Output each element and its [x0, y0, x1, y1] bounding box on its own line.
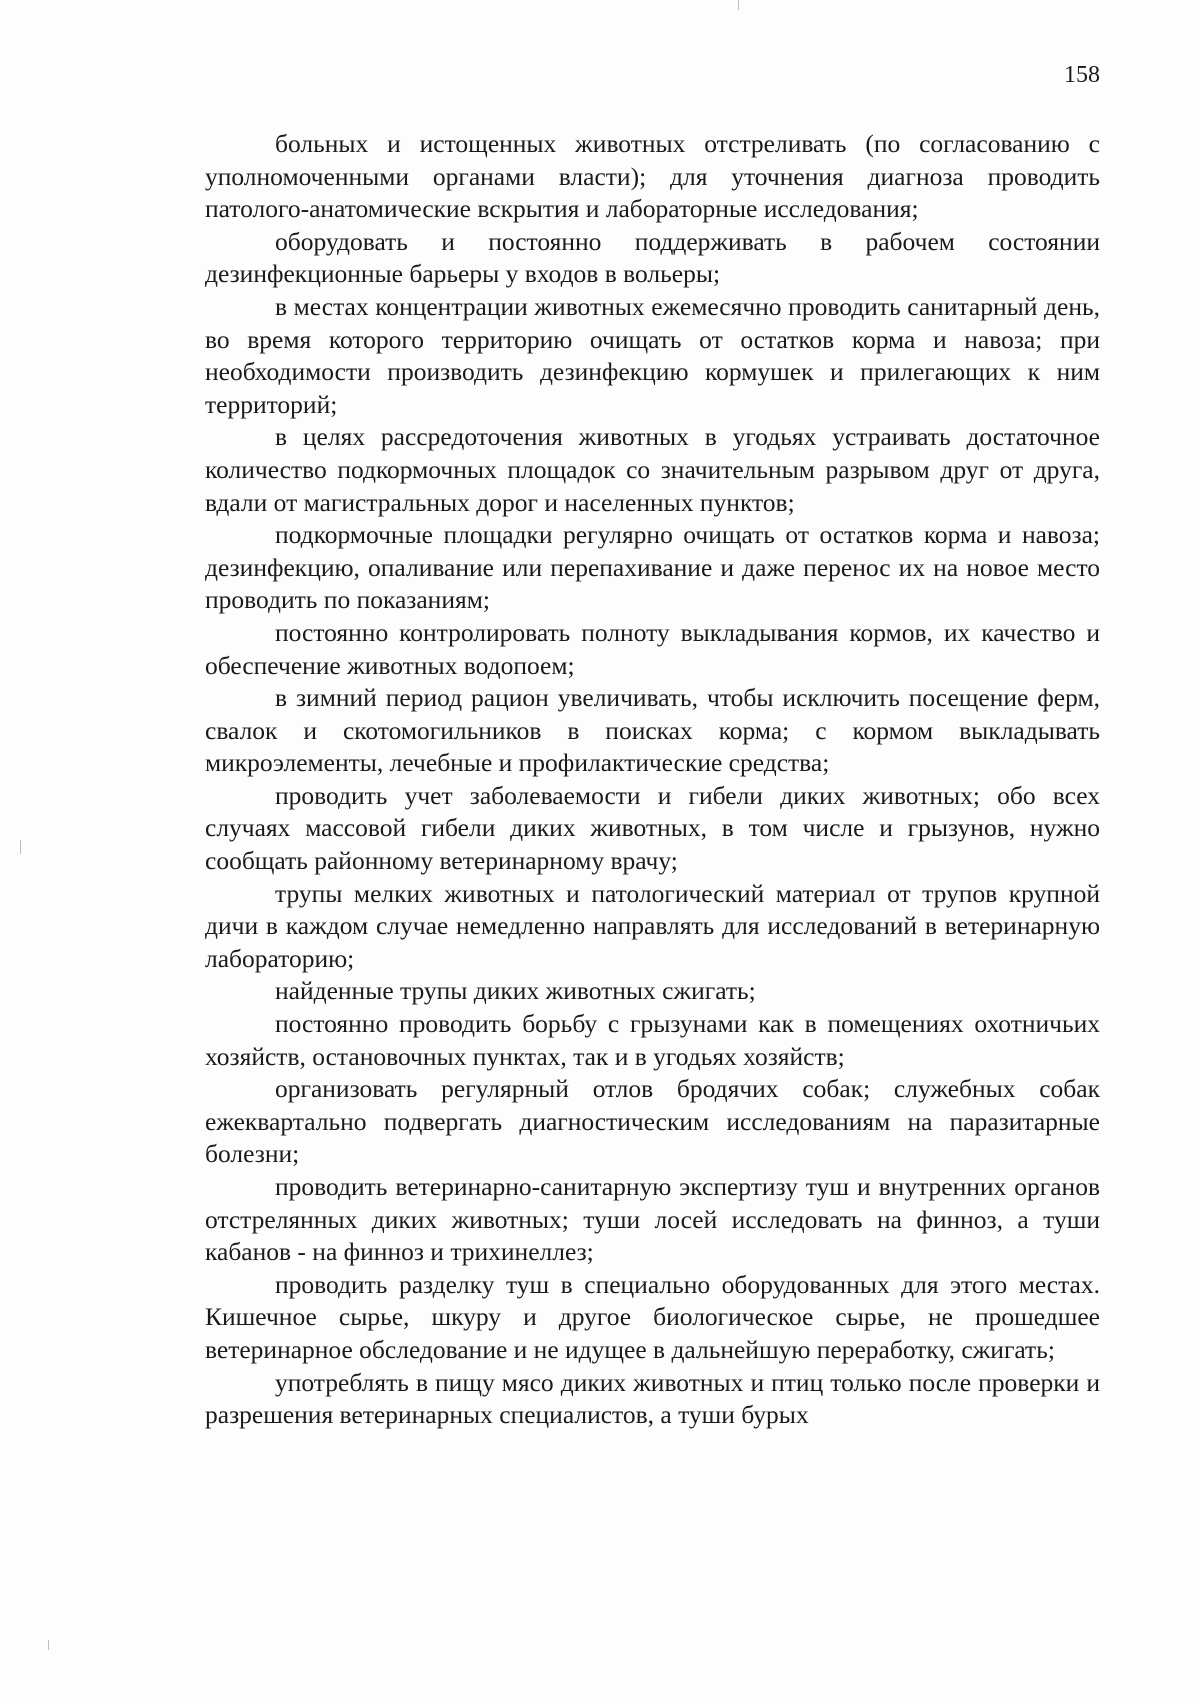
paragraph: трупы мелких животных и патологический материал от трупов крупной дичи в каждом случае немедленно направлять для исследований в ветеринарную лабораторию; — [205, 878, 1100, 973]
paragraph: организовать регулярный отлов бродячих собак; служебных собак ежеквартально подвергать диагностическим исследованиям на паразитарные болезни; — [205, 1074, 1100, 1169]
scan-artifact-mark — [48, 1640, 49, 1650]
paragraph: в местах концентрации животных ежемесячно проводить санитарный день, во время которого территорию очищать от остатков корма и навоза; при необходимости производить дезинфекцию кормушек и прилегающих к ним территорий; — [205, 291, 1100, 419]
paragraph: проводить ветеринарно-санитарную экспертизу туш и внутренних органов отстрелянных диких животных; туши лосей исследовать на финноз, а туши кабанов - на финноз и трихинеллез; — [205, 1172, 1100, 1267]
document-body — [205, 128, 1100, 1432]
scan-artifact-mark — [20, 840, 21, 854]
paragraph: проводить разделку туш в специально оборудованных для этого местах. Кишечное сырье, шкуру и другое биологическое сырье, не прошедшее ветеринарное обследование и не идущее в дальнейшую переработку, сжигать; — [205, 1269, 1100, 1364]
scan-artifact-mark — [738, 0, 739, 10]
paragraph: больных и истощенных животных отстреливать (по согласованию с уполномоченными органами власти); для уточнения диагноза проводить патолого-анатомические вскрытия и лабораторные исследования; — [205, 129, 1100, 224]
paragraph: употреблять в пищу мясо диких животных и птиц только после проверки и разрешения ветеринарных специалистов, а туши бурых — [205, 1367, 1100, 1430]
paragraph: подкормочные площадки регулярно очищать от остатков корма и навоза; дезинфекцию, опаливание или перепахивание и даже перенос их на новое место проводить по показаниям; — [205, 520, 1100, 615]
paragraph: найденные трупы диких животных сжигать; — [275, 976, 756, 1006]
paragraph: оборудовать и постоянно поддерживать в рабочем состоянии дезинфекционные барьеры у входов в вольеры; — [205, 226, 1100, 289]
paragraph: в целях рассредоточения животных в угодьях устраивать достаточное количество подкормочных площадок со значительным разрывом друг от друга, вдали от магистральных дорог и населенных пунктов; — [205, 422, 1100, 517]
page-number: 158 — [1064, 62, 1100, 88]
paragraph: постоянно проводить борьбу с грызунами как в помещениях охотничьих хозяйств, остановочных пунктах, так и в угодьях хозяйств; — [205, 1009, 1100, 1071]
paragraph: постоянно контролировать полноту выкладывания кормов, их качество и обеспечение животных водопоем; — [205, 617, 1100, 680]
paragraph: проводить учет заболеваемости и гибели диких животных; обо всех случаях массовой гибели диких животных, в том числе и грызунов, нужно сообщать районному ветеринарному врачу; — [205, 780, 1100, 876]
paragraph: в зимний период рацион увеличивать, чтобы исключить посещение ферм, свалок и скотомогильников в поисках корма; с кормом выкладывать микроэлементы, лечебные и профилактические средства; — [205, 683, 1100, 778]
